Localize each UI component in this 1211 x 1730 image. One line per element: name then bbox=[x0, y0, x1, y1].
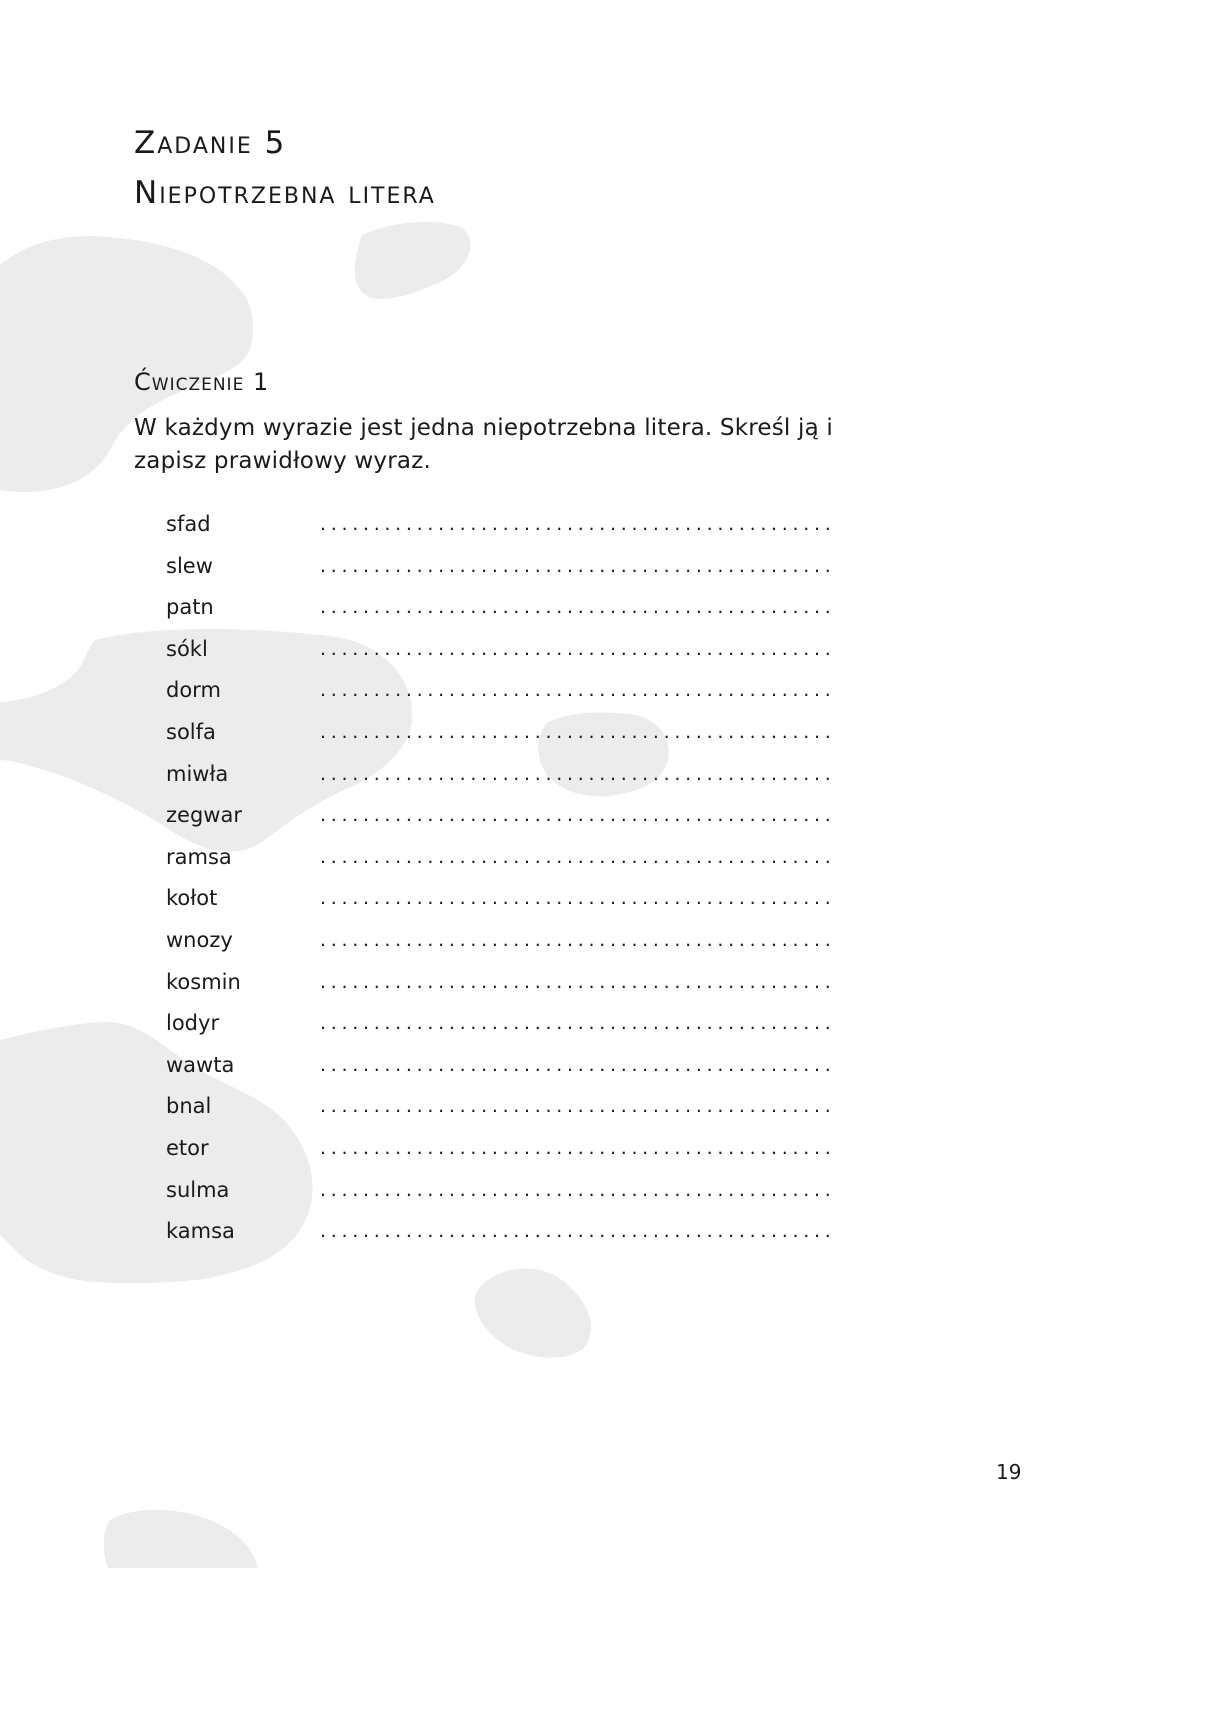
scrambled-word: kołot bbox=[166, 886, 218, 911]
word-row bbox=[166, 717, 866, 759]
scrambled-word: patn bbox=[166, 595, 214, 620]
word-row bbox=[166, 592, 866, 634]
answer-line[interactable]: ................................................ bbox=[320, 1012, 836, 1035]
scrambled-word: slew bbox=[166, 553, 213, 578]
page-number: 19 bbox=[996, 1460, 1022, 1484]
word-row bbox=[166, 1175, 866, 1217]
answer-line[interactable]: ................................................ bbox=[320, 762, 836, 785]
scrambled-word: sfad bbox=[166, 512, 211, 536]
scrambled-word: bnal bbox=[166, 1094, 212, 1119]
word-row bbox=[166, 1216, 866, 1258]
word-row bbox=[166, 1133, 866, 1175]
scrambled-word: wawta bbox=[166, 1052, 235, 1077]
exercise-title: Ćwiczenie 1 bbox=[134, 368, 270, 396]
word-row bbox=[166, 634, 866, 676]
word-row bbox=[166, 842, 866, 884]
word-list bbox=[166, 509, 866, 1258]
scrambled-word: ramsa bbox=[166, 844, 232, 869]
word-row bbox=[166, 800, 866, 842]
answer-line[interactable]: ................................................ bbox=[320, 1220, 836, 1243]
word-row bbox=[166, 675, 866, 717]
answer-line[interactable]: ................................................ bbox=[320, 804, 836, 827]
answer-line[interactable]: ................................................ bbox=[320, 513, 836, 535]
answer-line[interactable]: ................................................ bbox=[320, 679, 836, 702]
scrambled-word: dorm bbox=[166, 678, 221, 703]
scrambled-word: etor bbox=[166, 1135, 209, 1160]
word-row bbox=[166, 759, 866, 801]
answer-line[interactable]: ................................................ bbox=[320, 1053, 836, 1076]
answer-line[interactable]: ................................................ bbox=[320, 887, 836, 910]
scrambled-word: sulma bbox=[166, 1177, 230, 1202]
answer-line[interactable]: ................................................ bbox=[320, 637, 836, 660]
answer-line[interactable]: ................................................ bbox=[320, 1178, 836, 1201]
scrambled-word: sókl bbox=[166, 636, 208, 661]
exercise-instructions: W każdym wyrazie jest jedna niepotrzebna litera. Skreśl ją i zapisz prawidłowy wyraz. bbox=[134, 415, 834, 474]
task-title: Zadanie 5 bbox=[134, 125, 287, 161]
scrambled-word: kosmin bbox=[166, 969, 241, 994]
scrambled-word: solfa bbox=[166, 719, 216, 744]
answer-line[interactable]: ................................................ bbox=[320, 1136, 836, 1159]
scrambled-word: kamsa bbox=[166, 1219, 235, 1244]
answer-line[interactable]: ................................................ bbox=[320, 596, 836, 619]
answer-line[interactable]: ................................................ bbox=[320, 928, 836, 951]
word-row bbox=[166, 967, 866, 1009]
answer-line[interactable]: ................................................ bbox=[320, 970, 836, 993]
word-row bbox=[166, 883, 866, 925]
word-row bbox=[166, 925, 866, 967]
scrambled-word: wnozy bbox=[166, 927, 233, 952]
word-row bbox=[166, 1091, 866, 1133]
word-row bbox=[166, 509, 866, 551]
answer-line[interactable]: ................................................ bbox=[320, 1095, 836, 1118]
answer-line[interactable]: ................................................ bbox=[320, 554, 836, 577]
word-row bbox=[166, 1050, 866, 1092]
scrambled-word: miwła bbox=[166, 761, 229, 786]
scrambled-word: zegwar bbox=[166, 803, 242, 828]
answer-line[interactable]: ................................................ bbox=[320, 720, 836, 743]
task-subtitle: Niepotrzebna litera bbox=[134, 175, 436, 211]
scrambled-word: lodyr bbox=[166, 1011, 220, 1036]
word-row bbox=[166, 551, 866, 593]
word-row bbox=[166, 1008, 866, 1050]
answer-line[interactable]: ................................................ bbox=[320, 845, 836, 868]
